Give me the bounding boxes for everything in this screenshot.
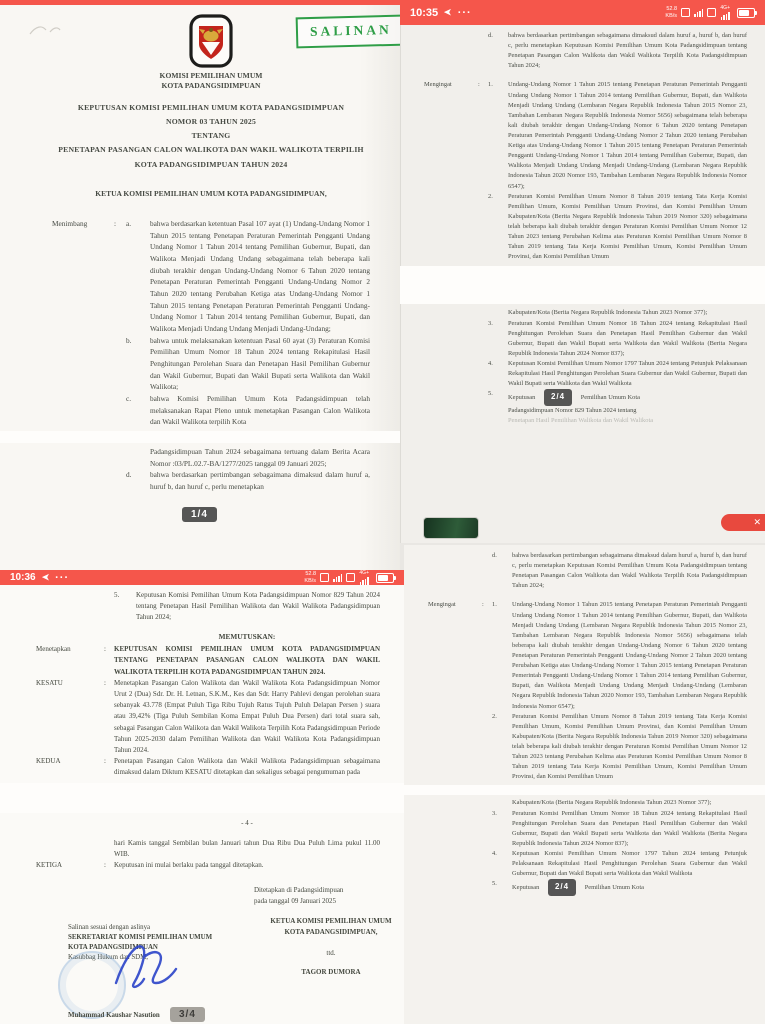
mengingat-item-2-cont — [424, 308, 747, 318]
decree-title-line: TENTANG — [191, 131, 231, 141]
decree-page-1 — [0, 14, 400, 493]
item-number: 3. — [488, 319, 493, 327]
item-text-pre: Keputusan — [508, 394, 536, 402]
mengingat-item-2 — [428, 712, 747, 783]
mengingat-label: Mengingat — [428, 601, 456, 609]
page3-screenshot — [0, 570, 404, 1024]
more-options-icon: ··· — [55, 571, 70, 584]
page-number: - 4 - — [241, 819, 253, 828]
battery-icon — [737, 8, 755, 18]
item-number: 2. — [492, 712, 497, 720]
item-letter: d. — [492, 552, 497, 559]
item-number: 4. — [492, 849, 497, 857]
item-text: Kabupaten/Kota (Berita Negara Republik Indonesia Tahun 2023 Nomor 377); — [508, 309, 708, 317]
item-text: Undang-Undang Nomor 1 Tahun 2015 tentang Penetapan Peraturan Pemerintah Pengganti Undang Undang Nomor 1 Tahun 2014 tentang Pemilihan Gubernur, Bupati, dan Walikota Menjadi Undang Undang (Lembaran Negara Republik Indonesia Tahun 2015 Nomor 23, Tambahan Lembaran Negara Republik Indonesia Nomor 5656) sebagaimana telah beberapa kali diubah terakhir dengan Undang-Undang Nomor 6 Tahun 2020 tentang Penetapan Peraturan Pemerintah Pengganti Undang-Undang Nomor 2 Tahun 2020 tentang Perubahan Ketiga atas Undang-Undang Nomor 1 Tahun 2015 tentang Penetapan Peraturan Pemerintah Pengganti Undang-Undang Nomor 1 Tahun 2014 tentang Pemilihan Gubernur, Bupati, dan Walikota Menjadi Undang Undang Menjadi Undang-Undang (Lembaran Negara Republik Indonesia Tahun 2020 Nomor 193, Tambahan Lembaran Negara Republik Indonesia Nomor 6547); — [508, 81, 747, 190]
colon: : — [114, 218, 117, 228]
status-icons — [304, 571, 394, 585]
item-number: 1. — [492, 601, 497, 609]
speed-unit: KB/s — [665, 12, 678, 19]
item-text: Keputusan Komisi Pemilihan Umum Kota Padangsidimpuan Nomor 829 Tahun 2024 tentang Penetapan Hasil Pemilihan Walikota dan Wakil Walikota Padangsidimpuan Tahun 2024; — [136, 591, 380, 622]
item-letter: d. — [126, 470, 132, 480]
signer-title-2: KOTA PADANGSIDIMPUAN, — [284, 928, 378, 937]
item-text-pre: Keputusan — [512, 884, 540, 892]
clause-text: Keputusan ini mulai berlaku pada tanggal ditetapkan. — [114, 861, 264, 870]
speed-unit: KB/s — [304, 577, 317, 584]
copy-signer-name: Muhammad Kaushar Nasution — [68, 1012, 160, 1020]
item-number: 1. — [488, 81, 493, 89]
signature-block — [36, 881, 392, 1024]
mengingat-item-5-full — [36, 590, 380, 624]
mengingat-item-3 — [428, 809, 747, 849]
mengingat-item-1 — [424, 80, 747, 191]
item-text: bahwa Komisi Pemilihan Umum Kota Padangsidimpuan telah melaksanakan Rapat Pleno untuk menetapkan Pasangan Calon Walikota dan Wakil Walikota terpilih Kota — [150, 394, 370, 427]
item-text-cut: Penetapan Hasil Pemilihan Walikota dan Wakil Walikota — [508, 417, 654, 425]
sim1-icon — [320, 573, 329, 582]
decree-title-line: KOTA PADANGSIDIMPUAN TAHUN 2024 — [134, 159, 288, 169]
item-text: bahwa berdasarkan ketentuan Pasal 107 ayat (1) Undang-Undang Nomor 1 Tahun 2015 tentang Penetapan Peraturan Pemerintah Pengganti Undang Undang Nomor 1 Tahun 2014 tentang Pemilihan Gubernur, Bupati, dan Walikota Menjadi Undang Undang sebagaimana telah beberapa kali diubah terakhir dengan Undang-Undang Nomor 6 Tahun 2020 tentang Penetapan Peraturan Pemerintah Pengganti Undang-Undang Nomor 2 Tahun 2020 tentang Perubahan Ketiga atas Undang-Undang Nomor 1 Tahun 2015 tentang Penetapan Peraturan Pemerintah Pengganti Undang-Undang Nomor 1 Tahun 2014 tentang Pemilihan Gubernur, Bupati, dan Walikota Menjadi Undang Undang Menjadi Undang-Undang; — [150, 218, 370, 334]
stitch-seam — [0, 431, 400, 443]
clause-text: Menetapkan Pasangan Calon Walikota dan Wakil Walikota Kota Padangsidimpuan Nomor Urut 2 (Dua) Sdr. Dr. H. Letnan, S.K.M., Kes dan Sdr. Harry Pahlevi dengan perolehan suara sebanyak 43.778 (Empat Puluh Tiga Ribu Tujuh Ratus Tujuh Puluh Delapan Persen ) suara atau 39,42% (Tiga Puluh Sembilan Koma Empat Puluh Dua Persen) dari total suara sah, sebagai Pasangan Calon Walikota dan Wakil Walikota Terpilih Kota Padangsidimpuan Periode Tahun 2025-2030 dalam Pemilihan Walikota dan Wakil Walikota Kota Padangsidimpuan Tahun 2024. — [114, 678, 380, 754]
floating-close-widget[interactable] — [721, 514, 765, 531]
colon: : — [104, 861, 106, 870]
floating-video-thumbnail[interactable] — [424, 518, 478, 538]
pencil-mark — [28, 22, 62, 38]
decree-page-2 — [404, 545, 765, 896]
kesatu-label: KESATU — [36, 678, 63, 687]
signal-bars-icon — [694, 9, 703, 17]
item-number: 2. — [488, 192, 493, 200]
kedua-clause — [36, 756, 380, 778]
mengingat-item-2 — [424, 192, 747, 263]
mengingat-label: Mengingat — [424, 81, 452, 89]
colon: : — [478, 81, 480, 89]
colon: : — [104, 678, 106, 687]
page1-screenshot — [0, 0, 400, 570]
decree-title-line: NOMOR 03 TAHUN 2025 — [166, 116, 256, 126]
close-icon[interactable]: ✕ — [753, 517, 761, 527]
page-indicator-badge: 2/4 — [544, 389, 572, 406]
more-options-icon: ··· — [457, 6, 472, 19]
item-number: 5. — [492, 880, 497, 888]
item-text — [512, 879, 747, 896]
decree-title-line: PENETAPAN PASANGAN CALON WALIKOTA DAN WAKIL WALIKOTA TERPILIH — [58, 145, 364, 155]
item-text: Kabupaten/Kota (Berita Negara Republik Indonesia Tahun 2023 Nomor 377); — [512, 799, 712, 807]
menimbang-item-c — [52, 393, 370, 428]
item-text-mid: Pemilihan Umum Kota — [580, 394, 640, 402]
set-place: Ditetapkan di Padangsidimpuan — [254, 886, 344, 895]
sim1-icon — [681, 8, 690, 17]
clause-text: hari Kamis tanggal Sembilan bulan Januari tahun Dua Ribu Dua Puluh Lima pukul 11.00 WIB. — [114, 838, 380, 858]
ketiga-clause — [36, 860, 380, 871]
signer-block — [240, 885, 404, 978]
sim2-icon — [346, 573, 355, 582]
set-date: pada tanggal 09 Januari 2025 — [254, 897, 337, 906]
item-d — [424, 31, 747, 71]
speed-value: 52.8 — [305, 571, 317, 578]
clause-text: Penetapan Pasangan Calon Walikota dan Wakil Walikota Padangsidimpuan sebagaimana dimaksud dalam Diktum KESATU ditetapkan dan sekaligus sebagai pengumuman pada — [114, 757, 380, 777]
net-type-label: 4G+ — [720, 4, 730, 11]
page-indicator-badge: 3/4 — [170, 1007, 205, 1022]
item-number: 5. — [488, 390, 493, 398]
battery-icon — [376, 573, 394, 583]
network-speed — [665, 6, 677, 18]
opening-line: KETUA KOMISI PEMILIHAN UMUM KOTA PADANGSIDIMPUAN, — [95, 188, 327, 198]
kedua-label: KEDUA — [36, 757, 61, 766]
network-type-badge — [720, 6, 730, 20]
item-text: Peraturan Komisi Pemilihan Umum Nomor 18 Tahun 2024 tentang Rekapitulasi Hasil Penghitungan Perolehan Suara dan Penetapan Hasil Pemilihan Gubernur dan Wakil Gubernur, Bupati dan Wakil Bupati serta Walikota dan Wakil Walikota (Berita Negara Republik Indonesia Tahun 2024 Nomor 837); — [512, 809, 747, 847]
copy-line: SEKRETARIAT KOMISI PEMILIHAN UMUM — [68, 934, 213, 942]
stitch-seam — [0, 783, 404, 813]
stitch-seam — [404, 785, 765, 795]
salinan-stamp: SALINAN — [296, 15, 400, 48]
mengingat-item-2-cont — [428, 798, 747, 808]
item-text: bahwa berdasarkan pertimbangan sebagaimana dimaksud dalam huruf a, huruf b, dan huruf c, perlu menetapkan — [150, 470, 370, 492]
colon: : — [104, 757, 106, 766]
status-icons — [665, 6, 755, 20]
menimbang-item-c-cont — [52, 446, 370, 469]
status-bar — [0, 570, 404, 585]
clock-time: 10:35 — [410, 6, 439, 19]
memutuskan-heading: MEMUTUSKAN: — [218, 631, 276, 641]
signal-bars-icon — [360, 577, 369, 585]
menimbang-item-d — [52, 469, 370, 492]
menetapkan-clause — [36, 644, 380, 678]
item-text: Peraturan Komisi Pemilihan Umum Nomor 8 Tahun 2019 tentang Tata Kerja Komisi Pemilihan Umum, Komisi Pemilihan Umum Provinsi, dan Komisi Pemilihan Umum Kabupaten/Kota (Berita Negara Republik Indonesia Tahun 2019 Nomor 320) sebagaimana telah beberapa kali diubah terakhir dengan Peraturan Komisi Pemilihan Umum Nomor 12 Tahun 2023 tentang Perubahan Kelima atas Peraturan Komisi Pemilihan Umum Nomor 8 Tahun 2019 tentang Tata Kerja Komisi Pemilihan Umum, Komisi Pemilihan Umum Provinsi, dan Komisi Pemilihan Umum — [508, 192, 747, 261]
item-text: Keputusan Komisi Pemilihan Umum Nomor 1797 Tahun 2024 tentang Petunjuk Pelaksanaan Rekapitulasi Hasil Penghitungan Perolehan Suara Gubernur dan Wakil Gubernur, Bupati dan Wakil Bupati serta Walikota dan Wakil Walikota — [512, 849, 747, 878]
item-letter: a. — [126, 218, 132, 228]
org-line-1: KOMISI PEMILIHAN UMUM — [159, 71, 263, 80]
menetapkan-label: Menetapkan — [36, 645, 71, 654]
signer-name: TAGOR DUMORA — [301, 968, 361, 977]
item-text: bahwa berdasarkan pertimbangan sebagaimana dimaksud dalam huruf a, huruf b, dan huruf c, perlu menetapkan Keputusan Komisi Pemilihan Umum Kota Padangsidimpuan tentang Penetapan Pasangan Calon Walikota dan Wakil Walikota Terpilih Kota Padangsidimpuan Tahun 2024; — [508, 32, 747, 70]
copy-line: Kasubbag Hukum dan SDM, — [68, 954, 149, 962]
ttd-mark: ttd. — [326, 949, 336, 958]
sim2-icon — [707, 8, 716, 17]
send-arrow-icon: ➤ — [41, 572, 50, 582]
menimbang-item-b — [52, 335, 370, 393]
signal-bars-icon — [721, 12, 730, 20]
org-line-2: KOTA PADANGSIDIMPUAN — [161, 80, 261, 90]
item-letter: b. — [126, 335, 132, 345]
item-text: Padangsidimpuan Tahun 2024 sebagaimana tertuang dalam Berita Acara Nomor :03/PL.02.7-BA/1277/2025 tanggal 09 Januari 2025; — [150, 447, 370, 468]
network-type-badge — [359, 571, 369, 585]
copy-line: Salinan sesuai dengan aslinya — [68, 924, 151, 932]
item-letter: c. — [126, 394, 132, 404]
kedua-continuation — [36, 838, 380, 860]
page-indicator-badge: 1/4 — [182, 507, 217, 522]
speed-value: 52.8 — [666, 6, 678, 13]
item-text: Peraturan Komisi Pemilihan Umum Nomor 8 Tahun 2019 tentang Tata Kerja Komisi Pemilihan Umum, Komisi Pemilihan Umum Provinsi, dan Komisi Pemilihan Umum Kabupaten/Kota (Berita Negara Republik Indonesia Tahun 2019 Nomor 320) sebagaimana telah beberapa kali diubah terakhir dengan Peraturan Komisi Pemilihan Umum Nomor 12 Tahun 2023 tentang Perubahan Kelima atas Peraturan Komisi Pemilihan Umum Nomor 8 Tahun 2019 tentang Tata Kerja Komisi Pemilihan Umum, Komisi Pemilihan Umum Provinsi, dan Komisi Pemilihan Umum — [512, 712, 747, 781]
clause-text: KEPUTUSAN KOMISI PEMILIHAN UMUM KOTA PADANGSIDIMPUAN TENTANG PENETAPAN PASANGAN CALON WALIKOTA DAN WAKIL WALIKOTA TERPILIH KOTA PADANGSIDIMPUAN TAHUN 2024. — [114, 645, 380, 676]
ketiga-label: KETIGA — [36, 861, 63, 870]
statusbar-sliver — [0, 0, 400, 5]
org-name — [52, 71, 370, 91]
item-number: 5. — [114, 591, 120, 599]
decree-page-3 — [0, 585, 404, 1024]
send-arrow-icon: ➤ — [444, 7, 452, 17]
page2-screenshot-repeat — [404, 545, 765, 1024]
signer-title-1: KETUA KOMISI PEMILIHAN UMUM — [270, 916, 392, 925]
colon: : — [482, 601, 484, 609]
status-bar — [400, 0, 765, 25]
item-number: 3. — [492, 809, 497, 817]
item-text-mid: Pemilihan Umum Kota — [584, 884, 644, 892]
mengingat-item-5 — [424, 389, 747, 426]
mengingat-item-3 — [424, 319, 747, 359]
mengingat-item-4 — [428, 849, 747, 879]
item-d — [428, 551, 747, 591]
item-number: 4. — [488, 359, 493, 367]
item-text: Keputusan Komisi Pemilihan Umum Nomor 1797 Tahun 2024 tentang Petunjuk Pelaksanaan Rekapitulasi Hasil Penghitungan Perolehan Suara Gubernur dan Wakil Gubernur, Bupati dan Wakil Bupati serta Walikota dan Wakil Walikota — [508, 359, 747, 388]
mengingat-item-5 — [428, 879, 747, 896]
menimbang-item-a — [52, 218, 370, 335]
item-text: bahwa untuk melaksanakan ketentuan Pasal 60 ayat (3) Peraturan Komisi Pemilihan Umum Nomor 18 Tahun 2024 tentang Rekapitulasi Hasil Penghitungan Perolehan Suara dan Penetapan Hasil Pemilihan Gubernur dan Wakil Gubernur, Bupati dan Wakil Bupati serta Walikota dan Wakil Walikota; — [150, 335, 370, 392]
copy-line: KOTA PADANGSIDIMPUAN — [68, 944, 158, 952]
decree-page-2 — [400, 25, 765, 426]
page2-screenshot — [400, 0, 765, 543]
stitch-seam — [400, 266, 765, 304]
menimbang-label: Menimbang — [52, 218, 88, 228]
net-type-label: 4G+ — [359, 570, 369, 576]
mengingat-item-1 — [428, 600, 747, 711]
signal-bars-icon — [333, 574, 342, 582]
mengingat-item-4 — [424, 359, 747, 389]
item-letter: d. — [488, 32, 493, 39]
item-text-line2: Padangsidimpuan Nomor 829 Tahun 2024 tentang — [508, 406, 637, 414]
clock-time: 10:36 — [10, 572, 36, 583]
item-text: bahwa berdasarkan pertimbangan sebagaimana dimaksud dalam huruf a, huruf b, dan huruf c, perlu menetapkan Keputusan Komisi Pemilihan Umum Kota Padangsidimpuan tentang Penetapan Pasangan Calon Walikota dan Wakil Walikota Terpilih Kota Padangsidimpuan Tahun 2024; — [512, 552, 747, 590]
item-text: Peraturan Komisi Pemilihan Umum Nomor 18 Tahun 2024 tentang Rekapitulasi Hasil Penghitungan Perolehan Suara dan Penetapan Hasil Pemilihan Gubernur dan Wakil Gubernur, Bupati dan Wakil Bupati serta Walikota dan Wakil Walikota (Berita Negara Republik Indonesia Tahun 2024 Nomor 837); — [508, 319, 747, 357]
item-text: Undang-Undang Nomor 1 Tahun 2015 tentang Penetapan Peraturan Pemerintah Pengganti Undang Undang Nomor 1 Tahun 2014 tentang Pemilihan Gubernur, Bupati, dan Walikota Menjadi Undang Undang (Lembaran Negara Republik Indonesia Tahun 2015 Nomor 23, Tambahan Lembaran Negara Republik Indonesia Nomor 5656) sebagaimana telah beberapa kali diubah terakhir dengan Undang-Undang Nomor 6 Tahun 2020 tentang Penetapan Peraturan Pemerintah Pengganti Undang-Undang Nomor 2 Tahun 2020 tentang Perubahan Ketiga atas Undang-Undang Nomor 1 Tahun 2015 tentang Penetapan Peraturan Pemerintah Pengganti Undang-Undang Nomor 1 Tahun 2014 tentang Pemilihan Gubernur, Bupati, dan Walikota Menjadi Undang Undang Menjadi Undang-Undang (Lembaran Negara Republik Indonesia Tahun 2020 Nomor 193, Tambahan Lembaran Negara Republik Indonesia Nomor 6547); — [512, 601, 747, 710]
network-speed — [304, 571, 316, 583]
page-indicator-badge: 2/4 — [548, 879, 576, 896]
kesatu-clause — [36, 678, 380, 756]
colon: : — [104, 645, 106, 654]
decree-title-line: KEPUTUSAN KOMISI PEMILIHAN UMUM KOTA PADANGSIDIMPUAN — [77, 102, 345, 112]
item-text — [508, 389, 747, 426]
handwritten-signature — [110, 939, 200, 995]
